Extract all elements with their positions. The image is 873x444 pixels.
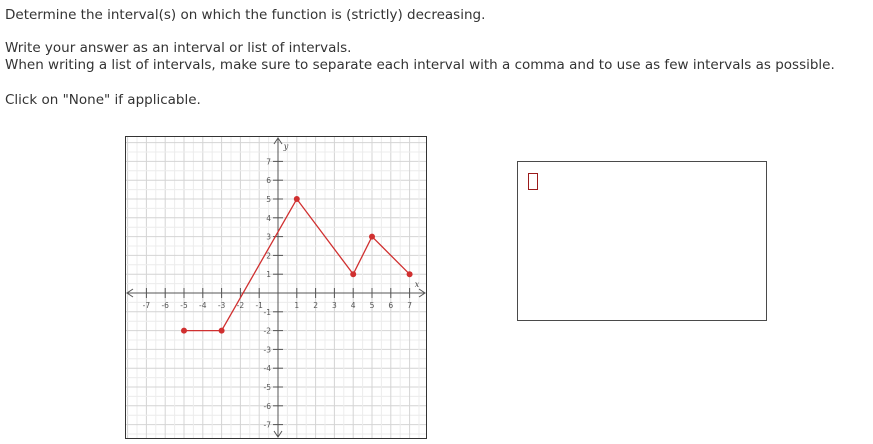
y-tick-label: 7 [266, 157, 271, 167]
y-tick-label: 5 [266, 195, 271, 204]
graph-point [407, 271, 413, 277]
x-tick-label: 7 [407, 301, 412, 310]
x-tick-label: -3 [217, 301, 226, 310]
x-tick-label: -4 [199, 301, 207, 310]
answer-input[interactable] [528, 173, 538, 190]
graph-point [219, 328, 225, 334]
y-tick-label: -2 [263, 326, 271, 336]
y-tick-label: -1 [263, 307, 271, 317]
y-tick-label: 4 [266, 213, 271, 223]
x-tick-label: 2 [313, 301, 318, 310]
graph-point [369, 234, 375, 240]
x-tick-label: -6 [161, 301, 169, 310]
x-tick-label: 1 [294, 301, 300, 310]
x-tick-label: 3 [332, 301, 337, 310]
instruction-none: Click on "None" if applicable. [5, 92, 201, 108]
y-tick-label: -3 [263, 345, 271, 355]
y-tick-label: 3 [266, 232, 271, 242]
x-tick-label: 6 [388, 301, 394, 310]
instruction-format: Write your answer as an interval or list of intervals. [5, 40, 352, 56]
graph-svg [125, 136, 427, 439]
y-tick-label: -4 [263, 364, 271, 374]
y-tick-label: -7 [263, 420, 271, 430]
y-tick-label: 6 [266, 176, 271, 186]
answer-box [517, 161, 767, 321]
graph-point [181, 328, 187, 334]
x-tick-label: -7 [142, 301, 151, 310]
y-tick-label: -5 [263, 383, 271, 392]
instruction-list: When writing a list of intervals, make sure to separate each interval with a comma and to use as few intervals as possible. [5, 57, 835, 73]
function-graph [125, 136, 427, 439]
graph-point [350, 271, 356, 277]
x-tick-label: -1 [255, 301, 263, 310]
question-prompt: Determine the interval(s) on which the function is (strictly) decreasing. [5, 7, 486, 23]
y-tick-label: 1 [266, 270, 271, 280]
graph-point [294, 196, 300, 202]
x-tick-label: 4 [350, 301, 356, 310]
y-tick-label: -6 [263, 401, 271, 411]
x-tick-label: -2 [236, 301, 245, 310]
x-axis-name: x [414, 280, 420, 289]
y-axis-name: y [283, 142, 289, 151]
x-tick-label: 5 [369, 301, 375, 310]
y-tick-label: 2 [266, 251, 271, 261]
x-tick-label: -5 [180, 301, 188, 310]
